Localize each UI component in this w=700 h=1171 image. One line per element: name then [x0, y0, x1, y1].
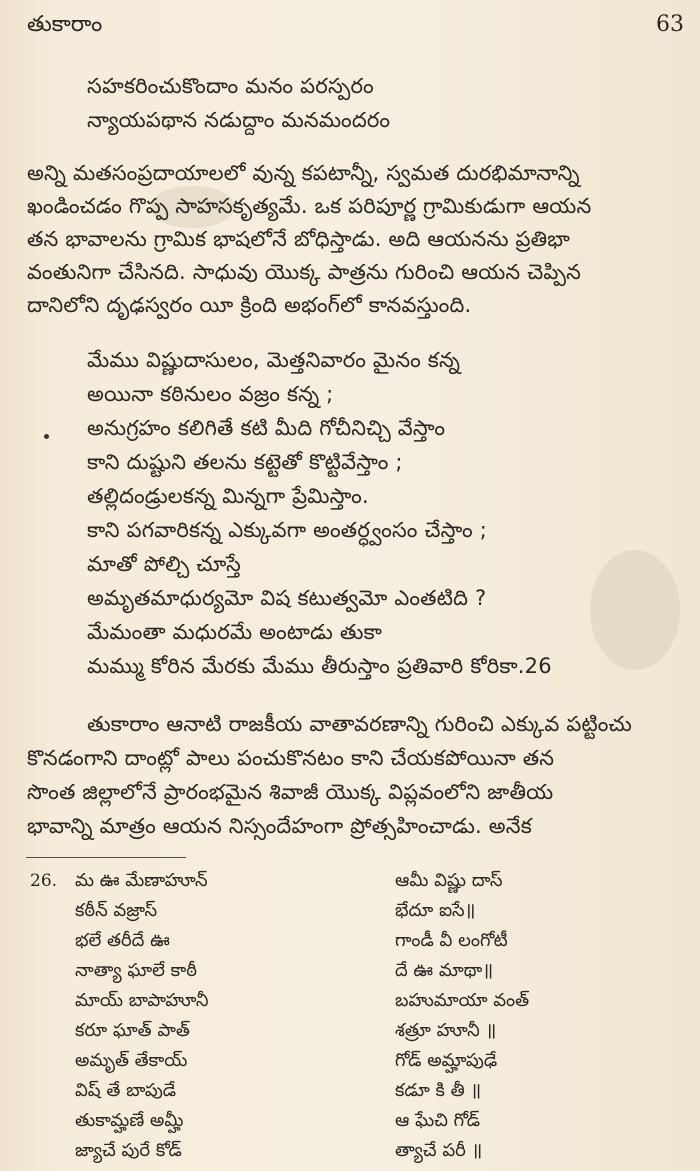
- footnote-left-line: మ ఊ మేణాహూన్: [75, 870, 208, 891]
- footnote-left-line: విష్ తే బాపుడే: [75, 1080, 177, 1101]
- footnote-right-line: శత్రూ హూనీ ॥: [395, 1020, 497, 1041]
- paragraph-line: కొనడంగాని దాంట్లో పాలు పంచుకొనటం కాని చేయకపోయినా తన: [27, 746, 555, 770]
- poem-line: మేము విష్ణుదాసులం, మెత్తనివారం మైనం కన్న: [87, 348, 461, 372]
- poem-line: అమృతమాధుర్యమో విష కటుత్వమో ఎంతటిది ?: [87, 586, 487, 610]
- footnote-divider: [26, 857, 186, 858]
- footnote-right-line: గోడ్ అమ్హాపుఢే: [395, 1050, 498, 1071]
- footnote-left-line: జ్యాచే పురే కోడ్: [75, 1140, 182, 1161]
- footnote-number: 26.: [30, 871, 58, 891]
- page-smudge: [590, 550, 680, 670]
- poem-line: తల్లిదండ్రులకన్న మిన్నగా ప్రేమిస్తాం.: [87, 484, 369, 508]
- footnote-left-line: కఠీన్ వజ్రాస్: [75, 900, 158, 921]
- paragraph-line: తుకారాం ఆనాటి రాజకీయ వాతావరణాన్ని గురించి ఎక్కువ పట్టించు: [87, 712, 632, 736]
- footnote-left-line: నాత్యా ఘాలే కాఠీ: [75, 960, 197, 981]
- running-head: తుకారాం: [27, 12, 103, 37]
- footnote-left-line: తుకామ్హణే అమ్హీ: [75, 1110, 184, 1131]
- poem-line: అనుగ్రహం కలిగితే కటి మీది గోచీనిచ్చి వేస్తాం: [87, 416, 446, 440]
- footnote-left-line: భలే తరీదే ఊ: [75, 930, 170, 951]
- footnote-left-line: అమృత్ తేకాయ్: [75, 1050, 188, 1071]
- paragraph-line: దానిలోని దృఢస్వరం యీ క్రింది అభంగ్‌లో కానవస్తుంది.: [27, 293, 472, 317]
- bullet-mark: [44, 434, 49, 439]
- paragraph-line: భావాన్ని మాత్రం ఆయన నిస్సందేహంగా ప్రోత్సహించాడు. అనేక: [27, 814, 532, 838]
- poem-line: మమ్ము కోరిన మేరకు మేము తీరుస్తాం ప్రతివారి కోరికా.26: [87, 654, 552, 678]
- page-header: [27, 8, 684, 42]
- paragraph-line: సొంత జిల్లాలోనే ప్రారంభమైన శివాజీ యొక్క విప్లవంలోని జాతీయ: [27, 780, 554, 804]
- paragraph-line: తన భావాలను గ్రామిక భాషలోనే బోధిస్తాడు. అది ఆయనను ప్రతిభా: [27, 227, 571, 251]
- poem-line: మాతో పోల్చి చూస్తే: [87, 552, 241, 576]
- epigraph-line: న్యాయపథాన నడుద్దాం మనమందరం: [87, 108, 391, 132]
- footnote-right-line: దే ఊ మాథా॥: [395, 960, 494, 981]
- footnote-right-line: బహుమాయా వంత్: [395, 990, 530, 1011]
- page-number: 63: [656, 12, 684, 37]
- poem-line: మేమంతా మధురమే అంటాడు తుకా: [87, 620, 383, 644]
- footnote-right-line: గాండీ వీ లంగోటీ: [395, 930, 508, 951]
- footnote-right-line: ఆమీ విష్ణు దాస్: [395, 870, 503, 891]
- paragraph-line: ఖండించడం గొప్ప సాహసకృత్యమే. ఒక పరిపూర్ణ గ్రామికుడుగా ఆయన: [27, 194, 592, 218]
- footnote-right-line: భేదూ ఐసే॥: [395, 900, 476, 921]
- footnote-right-line: త్యాచే పరీ ॥: [395, 1140, 483, 1161]
- footnote-left-line: కరూ ఘాత్ పాత్: [75, 1020, 190, 1041]
- poem-line: అయినా కఠినులం వజ్రం కన్న ;: [87, 382, 334, 406]
- epigraph-line: సహకరించుకొందాం మనం పరస్పరం: [87, 74, 374, 98]
- footnote-right-line: కడూ కి తీ ॥: [395, 1080, 482, 1101]
- footnote-right-line: ఆ ఘేచి గోడ్: [395, 1110, 481, 1131]
- paragraph-line: అన్ని మతసంప్రదాయాలలో వున్న కపటాన్నీ, స్వమత దురభిమానాన్ని: [27, 161, 580, 185]
- footnote-left-line: మాయ్ బాపాహూనీ: [75, 990, 209, 1011]
- paragraph-line: వంతునిగా చేసినది. సాధువు యొక్క పాత్రను గురించి ఆయన చెప్పిన: [27, 260, 582, 284]
- poem-line: కాని దుష్టుని తలను కట్టెతో కొట్టివేస్తాం ;: [87, 450, 403, 474]
- poem-line: కాని పగవారికన్న ఎక్కువగా అంతర్ధ్వంసం చేస్తాం ;: [87, 518, 488, 542]
